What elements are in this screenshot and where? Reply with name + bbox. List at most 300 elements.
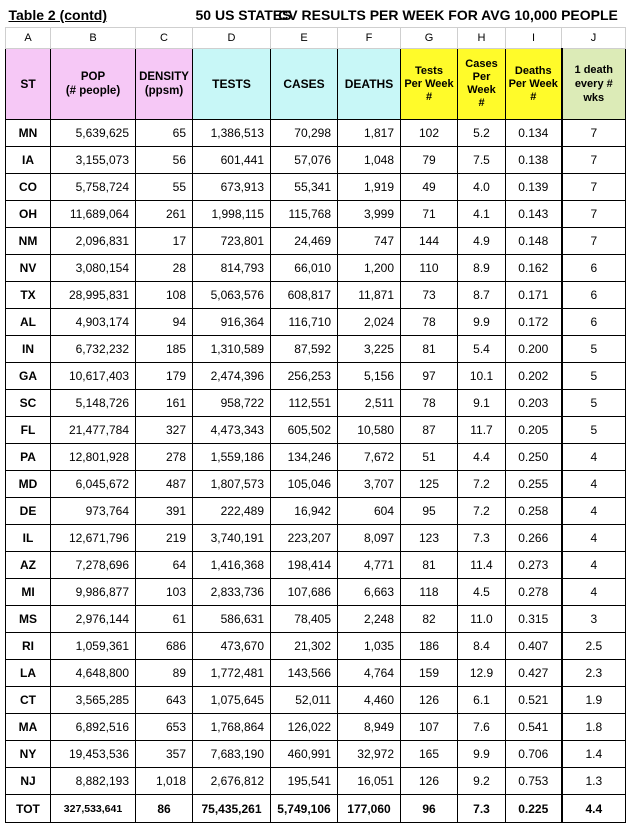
cell-density[interactable]: 89 xyxy=(136,660,193,687)
cell-deaths-per-week[interactable]: 0.162 xyxy=(506,255,562,282)
total-cell[interactable]: 7.3 xyxy=(458,795,506,823)
cell-cases-per-week[interactable]: 5.4 xyxy=(458,336,506,363)
cell-tests[interactable]: 473,670 xyxy=(193,633,271,660)
cell-tests-per-week[interactable]: 107 xyxy=(401,714,458,741)
total-cell[interactable]: 86 xyxy=(136,795,193,823)
header-pop xyxy=(51,49,136,120)
cell-deaths-per-week[interactable]: 0.407 xyxy=(506,633,562,660)
cell-population[interactable]: 6,045,672 xyxy=(51,471,136,498)
cell-population[interactable]: 973,764 xyxy=(51,498,136,525)
cell-deaths-per-week[interactable]: 0.266 xyxy=(506,525,562,552)
cell-density[interactable]: 108 xyxy=(136,282,193,309)
cell-deaths[interactable]: 32,972 xyxy=(338,741,401,768)
cell-state[interactable]: LA xyxy=(6,660,51,687)
cell-cases[interactable]: 70,298 xyxy=(271,120,338,147)
cell-cases-per-week[interactable]: 7.2 xyxy=(458,498,506,525)
cell-deaths-per-week[interactable]: 0.202 xyxy=(506,363,562,390)
cell-cases[interactable]: 223,207 xyxy=(271,525,338,552)
cell-cases-per-week[interactable]: 7.5 xyxy=(458,147,506,174)
cell-deaths[interactable]: 2,024 xyxy=(338,309,401,336)
cell-tests[interactable]: 1,075,645 xyxy=(193,687,271,714)
total-cell[interactable]: 4.4 xyxy=(562,795,626,823)
cell-weeks-per-death[interactable]: 1.3 xyxy=(562,768,626,795)
cell-density[interactable]: 94 xyxy=(136,309,193,336)
cell-tests[interactable]: 1,998,115 xyxy=(193,201,271,228)
cell-tests-per-week[interactable]: 159 xyxy=(401,660,458,687)
cell-cases[interactable]: 78,405 xyxy=(271,606,338,633)
cell-deaths[interactable]: 604 xyxy=(338,498,401,525)
cell-population[interactable]: 10,617,403 xyxy=(51,363,136,390)
cell-deaths-per-week[interactable]: 0.134 xyxy=(506,120,562,147)
cell-weeks-per-death[interactable]: 6 xyxy=(562,282,626,309)
cell-state[interactable]: OH xyxy=(6,201,51,228)
cell-cases[interactable]: 198,414 xyxy=(271,552,338,579)
total-cell[interactable]: 96 xyxy=(401,795,458,823)
cell-state[interactable]: IA xyxy=(6,147,51,174)
cell-state[interactable]: MS xyxy=(6,606,51,633)
cell-weeks-per-death[interactable]: 5 xyxy=(562,390,626,417)
cell-deaths[interactable]: 6,663 xyxy=(338,579,401,606)
cell-density[interactable]: 278 xyxy=(136,444,193,471)
cell-cases-per-week[interactable]: 9.9 xyxy=(458,309,506,336)
cell-cases-per-week[interactable]: 11.7 xyxy=(458,417,506,444)
cell-cases-per-week[interactable]: 4.9 xyxy=(458,228,506,255)
cell-density[interactable]: 64 xyxy=(136,552,193,579)
cell-deaths[interactable]: 2,511 xyxy=(338,390,401,417)
cell-tests-per-week[interactable]: 102 xyxy=(401,120,458,147)
cell-deaths[interactable]: 1,035 xyxy=(338,633,401,660)
table-row xyxy=(6,147,626,174)
cell-cases[interactable]: 55,341 xyxy=(271,174,338,201)
cell-deaths-per-week[interactable]: 0.205 xyxy=(506,417,562,444)
cell-state[interactable]: NV xyxy=(6,255,51,282)
cell-tests[interactable]: 916,364 xyxy=(193,309,271,336)
total-row xyxy=(6,795,626,823)
cell-weeks-per-death[interactable]: 7 xyxy=(562,120,626,147)
cell-cases-per-week[interactable]: 5.2 xyxy=(458,120,506,147)
table-row xyxy=(6,687,626,714)
cell-deaths-per-week[interactable]: 0.521 xyxy=(506,687,562,714)
header-pop-line: POP xyxy=(80,71,106,83)
cell-population[interactable]: 3,565,285 xyxy=(51,687,136,714)
cell-tests[interactable]: 1,310,589 xyxy=(193,336,271,363)
states-table xyxy=(5,3,626,823)
cell-state[interactable]: MA xyxy=(6,714,51,741)
table-row xyxy=(6,390,626,417)
cell-deaths-per-week[interactable]: 0.171 xyxy=(506,282,562,309)
cell-tests[interactable]: 7,683,190 xyxy=(193,741,271,768)
cell-deaths[interactable]: 3,707 xyxy=(338,471,401,498)
cell-population[interactable]: 5,148,726 xyxy=(51,390,136,417)
cell-weeks-per-death[interactable]: 2.5 xyxy=(562,633,626,660)
cell-deaths[interactable]: 8,097 xyxy=(338,525,401,552)
column-letter[interactable]: I xyxy=(506,28,562,49)
cell-tests[interactable]: 586,631 xyxy=(193,606,271,633)
cell-density[interactable]: 1,018 xyxy=(136,768,193,795)
cell-tests[interactable]: 4,473,343 xyxy=(193,417,271,444)
cell-weeks-per-death[interactable]: 1.8 xyxy=(562,714,626,741)
cell-deaths[interactable]: 10,580 xyxy=(338,417,401,444)
table-row xyxy=(6,741,626,768)
cell-weeks-per-death[interactable]: 4 xyxy=(562,579,626,606)
cell-weeks-per-death[interactable]: 6 xyxy=(562,309,626,336)
cell-cases[interactable]: 605,502 xyxy=(271,417,338,444)
cell-cases-per-week[interactable]: 8.7 xyxy=(458,282,506,309)
cell-deaths[interactable]: 16,051 xyxy=(338,768,401,795)
cell-state[interactable]: MN xyxy=(6,120,51,147)
cell-cases[interactable]: 195,541 xyxy=(271,768,338,795)
cell-cases[interactable]: 256,253 xyxy=(271,363,338,390)
table-row xyxy=(6,444,626,471)
cell-deaths-per-week[interactable]: 0.706 xyxy=(506,741,562,768)
cell-population[interactable]: 4,903,174 xyxy=(51,309,136,336)
cell-deaths[interactable]: 3,999 xyxy=(338,201,401,228)
cell-deaths[interactable]: 4,460 xyxy=(338,687,401,714)
cell-density[interactable]: 219 xyxy=(136,525,193,552)
cell-deaths[interactable]: 1,817 xyxy=(338,120,401,147)
cell-tests-per-week[interactable]: 126 xyxy=(401,687,458,714)
cell-deaths-per-week[interactable]: 0.258 xyxy=(506,498,562,525)
cell-weeks-per-death[interactable]: 1.4 xyxy=(562,741,626,768)
cell-population[interactable]: 5,639,625 xyxy=(51,120,136,147)
cell-state[interactable]: DE xyxy=(6,498,51,525)
column-letter[interactable]: H xyxy=(458,28,506,49)
total-cell[interactable]: 75,435,261 xyxy=(193,795,271,823)
cell-density[interactable]: 65 xyxy=(136,120,193,147)
cell-tests-per-week[interactable]: 87 xyxy=(401,417,458,444)
cell-state[interactable]: TX xyxy=(6,282,51,309)
cell-weeks-per-death[interactable]: 1.9 xyxy=(562,687,626,714)
cell-deaths-per-week[interactable]: 0.250 xyxy=(506,444,562,471)
cell-state[interactable]: NJ xyxy=(6,768,51,795)
total-cell[interactable]: 0.225 xyxy=(506,795,562,823)
cell-state[interactable]: MI xyxy=(6,579,51,606)
cell-state[interactable]: CO xyxy=(6,174,51,201)
cell-cases[interactable]: 21,302 xyxy=(271,633,338,660)
header-line: # xyxy=(425,90,433,103)
cell-density[interactable]: 56 xyxy=(136,147,193,174)
cell-cases-per-week[interactable]: 12.9 xyxy=(458,660,506,687)
cell-cases[interactable]: 143,566 xyxy=(271,660,338,687)
cell-cases-per-week[interactable]: 6.1 xyxy=(458,687,506,714)
header-row xyxy=(6,49,626,120)
header-line: # xyxy=(478,97,485,109)
cell-population[interactable]: 3,080,154 xyxy=(51,255,136,282)
cell-population[interactable]: 21,477,784 xyxy=(51,417,136,444)
table-row xyxy=(6,552,626,579)
cell-density[interactable]: 643 xyxy=(136,687,193,714)
cell-cases[interactable]: 116,710 xyxy=(271,309,338,336)
total-label[interactable]: TOT xyxy=(6,795,51,823)
cell-state[interactable]: RI xyxy=(6,633,51,660)
cell-tests-per-week[interactable]: 49 xyxy=(401,174,458,201)
table-row xyxy=(6,174,626,201)
cell-state[interactable]: PA xyxy=(6,444,51,471)
table-row xyxy=(6,120,626,147)
cell-tests[interactable]: 814,793 xyxy=(193,255,271,282)
cell-density[interactable]: 686 xyxy=(136,633,193,660)
cell-tests[interactable]: 673,913 xyxy=(193,174,271,201)
cell-cases[interactable]: 66,010 xyxy=(271,255,338,282)
cell-tests[interactable]: 3,740,191 xyxy=(193,525,271,552)
cell-density[interactable]: 161 xyxy=(136,390,193,417)
cell-deaths-per-week[interactable]: 0.203 xyxy=(506,390,562,417)
cell-state[interactable]: CT xyxy=(6,687,51,714)
column-letter[interactable]: D xyxy=(193,28,271,49)
cell-weeks-per-death[interactable]: 5 xyxy=(562,336,626,363)
cell-state[interactable]: FL xyxy=(6,417,51,444)
cell-tests-per-week[interactable]: 81 xyxy=(401,336,458,363)
cell-tests-per-week[interactable]: 110 xyxy=(401,255,458,282)
cell-population[interactable]: 3,155,073 xyxy=(51,147,136,174)
cell-cases-per-week[interactable]: 7.3 xyxy=(458,525,506,552)
cell-weeks-per-death[interactable]: 4 xyxy=(562,498,626,525)
cell-weeks-per-death[interactable]: 7 xyxy=(562,174,626,201)
cell-density[interactable]: 185 xyxy=(136,336,193,363)
cell-cases-per-week[interactable]: 7.6 xyxy=(458,714,506,741)
cell-cases-per-week[interactable]: 4.1 xyxy=(458,201,506,228)
cell-deaths-per-week[interactable]: 0.138 xyxy=(506,147,562,174)
cell-deaths-per-week[interactable]: 0.200 xyxy=(506,336,562,363)
cell-tests-per-week[interactable]: 144 xyxy=(401,228,458,255)
cell-cases-per-week[interactable]: 8.9 xyxy=(458,255,506,282)
cell-tests[interactable]: 2,474,396 xyxy=(193,363,271,390)
cell-state[interactable]: AL xyxy=(6,309,51,336)
column-letter[interactable]: C xyxy=(136,28,193,49)
cell-cases-per-week[interactable]: 8.4 xyxy=(458,633,506,660)
cell-deaths-per-week[interactable]: 0.255 xyxy=(506,471,562,498)
table-row xyxy=(6,606,626,633)
cell-state[interactable]: AZ xyxy=(6,552,51,579)
cell-tests[interactable]: 1,807,573 xyxy=(193,471,271,498)
cell-density[interactable]: 487 xyxy=(136,471,193,498)
cell-population[interactable]: 9,986,877 xyxy=(51,579,136,606)
cell-tests-per-week[interactable]: 186 xyxy=(401,633,458,660)
cell-state[interactable]: NM xyxy=(6,228,51,255)
cell-tests-per-week[interactable]: 51 xyxy=(401,444,458,471)
cell-tests[interactable]: 1,772,481 xyxy=(193,660,271,687)
cell-density[interactable]: 28 xyxy=(136,255,193,282)
cell-deaths[interactable]: 3,225 xyxy=(338,336,401,363)
cell-tests-per-week[interactable]: 73 xyxy=(401,282,458,309)
cell-population[interactable]: 11,689,064 xyxy=(51,201,136,228)
cell-cases-per-week[interactable]: 9.9 xyxy=(458,741,506,768)
cell-tests[interactable]: 5,063,576 xyxy=(193,282,271,309)
table-row xyxy=(6,579,626,606)
cell-tests-per-week[interactable]: 125 xyxy=(401,471,458,498)
header-line: Deaths xyxy=(514,64,552,77)
header-death-every xyxy=(562,49,626,120)
column-letter[interactable]: E xyxy=(271,28,338,49)
header-density xyxy=(136,49,193,120)
cell-density[interactable]: 391 xyxy=(136,498,193,525)
cell-state[interactable]: NY xyxy=(6,741,51,768)
cell-deaths[interactable]: 2,248 xyxy=(338,606,401,633)
cell-density[interactable]: 261 xyxy=(136,201,193,228)
cell-deaths-per-week[interactable]: 0.172 xyxy=(506,309,562,336)
cell-deaths-per-week[interactable]: 0.541 xyxy=(506,714,562,741)
cell-tests-per-week[interactable]: 97 xyxy=(401,363,458,390)
table-row xyxy=(6,660,626,687)
cell-deaths-per-week[interactable]: 0.139 xyxy=(506,174,562,201)
cell-density[interactable]: 55 xyxy=(136,174,193,201)
cell-population[interactable]: 6,732,232 xyxy=(51,336,136,363)
cell-tests[interactable]: 2,833,736 xyxy=(193,579,271,606)
cell-cases-per-week[interactable]: 11.4 xyxy=(458,552,506,579)
cell-weeks-per-death[interactable]: 4 xyxy=(562,444,626,471)
cell-deaths[interactable]: 11,871 xyxy=(338,282,401,309)
cell-weeks-per-death[interactable]: 6 xyxy=(562,255,626,282)
cell-population[interactable]: 6,892,516 xyxy=(51,714,136,741)
cell-weeks-per-death[interactable]: 5 xyxy=(562,417,626,444)
cell-cases[interactable]: 107,686 xyxy=(271,579,338,606)
cell-cases[interactable]: 115,768 xyxy=(271,201,338,228)
cell-tests[interactable]: 1,559,186 xyxy=(193,444,271,471)
cell-tests[interactable]: 958,722 xyxy=(193,390,271,417)
cell-cases[interactable]: 112,551 xyxy=(271,390,338,417)
cell-deaths[interactable]: 1,200 xyxy=(338,255,401,282)
cell-density[interactable]: 327 xyxy=(136,417,193,444)
cell-cases-per-week[interactable]: 4.0 xyxy=(458,174,506,201)
cell-state[interactable]: GA xyxy=(6,363,51,390)
cell-density[interactable]: 103 xyxy=(136,579,193,606)
cell-cases[interactable]: 126,022 xyxy=(271,714,338,741)
cell-population[interactable]: 4,648,800 xyxy=(51,660,136,687)
cell-population[interactable]: 7,278,696 xyxy=(51,552,136,579)
cell-tests-per-week[interactable]: 78 xyxy=(401,309,458,336)
total-cell[interactable]: 327,533,641 xyxy=(51,795,136,823)
cell-tests-per-week[interactable]: 82 xyxy=(401,606,458,633)
cell-cases[interactable]: 57,076 xyxy=(271,147,338,174)
column-letter[interactable]: G xyxy=(401,28,458,49)
cell-tests[interactable]: 1,386,513 xyxy=(193,120,271,147)
cell-tests-per-week[interactable]: 78 xyxy=(401,390,458,417)
cell-state[interactable]: IN xyxy=(6,336,51,363)
cell-cases-per-week[interactable]: 9.2 xyxy=(458,768,506,795)
cell-tests[interactable]: 1,416,368 xyxy=(193,552,271,579)
header-line: Per Week xyxy=(404,77,454,90)
column-letter[interactable]: B xyxy=(51,28,136,49)
cell-population[interactable]: 12,801,928 xyxy=(51,444,136,471)
cell-density[interactable]: 653 xyxy=(136,714,193,741)
cell-deaths[interactable]: 1,919 xyxy=(338,174,401,201)
cell-cases[interactable]: 24,469 xyxy=(271,228,338,255)
cell-state[interactable]: MD xyxy=(6,471,51,498)
cell-tests[interactable]: 222,489 xyxy=(193,498,271,525)
cell-deaths[interactable]: 1,048 xyxy=(338,147,401,174)
cell-deaths[interactable]: 4,764 xyxy=(338,660,401,687)
cell-population[interactable]: 8,882,193 xyxy=(51,768,136,795)
cell-tests-per-week[interactable]: 79 xyxy=(401,147,458,174)
cell-cases-per-week[interactable]: 4.5 xyxy=(458,579,506,606)
cell-weeks-per-death[interactable]: 7 xyxy=(562,228,626,255)
cell-density[interactable]: 357 xyxy=(136,741,193,768)
cell-density[interactable]: 61 xyxy=(136,606,193,633)
cell-deaths-per-week[interactable]: 0.148 xyxy=(506,228,562,255)
cell-cases[interactable]: 87,592 xyxy=(271,336,338,363)
cell-deaths-per-week[interactable]: 0.427 xyxy=(506,660,562,687)
column-letter[interactable]: J xyxy=(562,28,626,49)
header-pop-line: (# people) xyxy=(65,85,121,97)
cell-tests-per-week[interactable]: 95 xyxy=(401,498,458,525)
cell-weeks-per-death[interactable]: 7 xyxy=(562,147,626,174)
cell-population[interactable]: 2,096,831 xyxy=(51,228,136,255)
cell-population[interactable]: 1,059,361 xyxy=(51,633,136,660)
cell-density[interactable]: 179 xyxy=(136,363,193,390)
cell-density[interactable]: 17 xyxy=(136,228,193,255)
cell-state[interactable]: IL xyxy=(6,525,51,552)
header-line: Week xyxy=(467,84,496,96)
cell-weeks-per-death[interactable]: 3 xyxy=(562,606,626,633)
cell-tests[interactable]: 723,801 xyxy=(193,228,271,255)
cell-deaths[interactable]: 5,156 xyxy=(338,363,401,390)
cell-tests-per-week[interactable]: 165 xyxy=(401,741,458,768)
cell-deaths[interactable]: 7,672 xyxy=(338,444,401,471)
total-cell[interactable]: 177,060 xyxy=(338,795,401,823)
cell-tests-per-week[interactable]: 118 xyxy=(401,579,458,606)
cell-weeks-per-death[interactable]: 7 xyxy=(562,201,626,228)
cell-deaths-per-week[interactable]: 0.278 xyxy=(506,579,562,606)
cell-deaths-per-week[interactable]: 0.143 xyxy=(506,201,562,228)
header-line: # xyxy=(530,90,537,103)
cell-cases[interactable]: 52,011 xyxy=(271,687,338,714)
cell-cases[interactable]: 460,991 xyxy=(271,741,338,768)
cell-tests[interactable]: 2,676,812 xyxy=(193,768,271,795)
cell-deaths-per-week[interactable]: 0.753 xyxy=(506,768,562,795)
cell-weeks-per-death[interactable]: 2.3 xyxy=(562,660,626,687)
column-letter[interactable]: A xyxy=(6,28,51,49)
header-line: Cases xyxy=(465,58,498,70)
cell-cases-per-week[interactable]: 9.1 xyxy=(458,390,506,417)
cell-deaths[interactable]: 747 xyxy=(338,228,401,255)
cell-tests-per-week[interactable]: 126 xyxy=(401,768,458,795)
cell-population[interactable]: 5,758,724 xyxy=(51,174,136,201)
cell-cases-per-week[interactable]: 11.0 xyxy=(458,606,506,633)
cell-deaths[interactable]: 8,949 xyxy=(338,714,401,741)
cell-population[interactable]: 2,976,144 xyxy=(51,606,136,633)
cell-deaths-per-week[interactable]: 0.315 xyxy=(506,606,562,633)
column-letter[interactable]: F xyxy=(338,28,401,49)
cell-cases[interactable]: 16,942 xyxy=(271,498,338,525)
cell-deaths-per-week[interactable]: 0.273 xyxy=(506,552,562,579)
cell-cases[interactable]: 105,046 xyxy=(271,471,338,498)
table-row xyxy=(6,201,626,228)
cell-tests-per-week[interactable]: 81 xyxy=(401,552,458,579)
table-row xyxy=(6,336,626,363)
cell-cases[interactable]: 608,817 xyxy=(271,282,338,309)
cell-tests[interactable]: 601,441 xyxy=(193,147,271,174)
cell-weeks-per-death[interactable]: 5 xyxy=(562,363,626,390)
cell-weeks-per-death[interactable]: 4 xyxy=(562,471,626,498)
cell-tests-per-week[interactable]: 71 xyxy=(401,201,458,228)
cell-population[interactable]: 28,995,831 xyxy=(51,282,136,309)
cell-deaths[interactable]: 4,771 xyxy=(338,552,401,579)
cell-tests[interactable]: 1,768,864 xyxy=(193,714,271,741)
cell-state[interactable]: SC xyxy=(6,390,51,417)
cell-cases-per-week[interactable]: 10.1 xyxy=(458,363,506,390)
cell-population[interactable]: 19,453,536 xyxy=(51,741,136,768)
cell-cases-per-week[interactable]: 4.4 xyxy=(458,444,506,471)
cell-tests-per-week[interactable]: 123 xyxy=(401,525,458,552)
cell-cases-per-week[interactable]: 7.2 xyxy=(458,471,506,498)
header-line: every # xyxy=(574,78,613,90)
cell-cases[interactable]: 134,246 xyxy=(271,444,338,471)
cell-population[interactable]: 12,671,796 xyxy=(51,525,136,552)
header-deaths: DEATHS xyxy=(338,49,401,120)
total-cell[interactable]: 5,749,106 xyxy=(271,795,338,823)
cell-weeks-per-death[interactable]: 4 xyxy=(562,552,626,579)
cell-weeks-per-death[interactable]: 4 xyxy=(562,525,626,552)
